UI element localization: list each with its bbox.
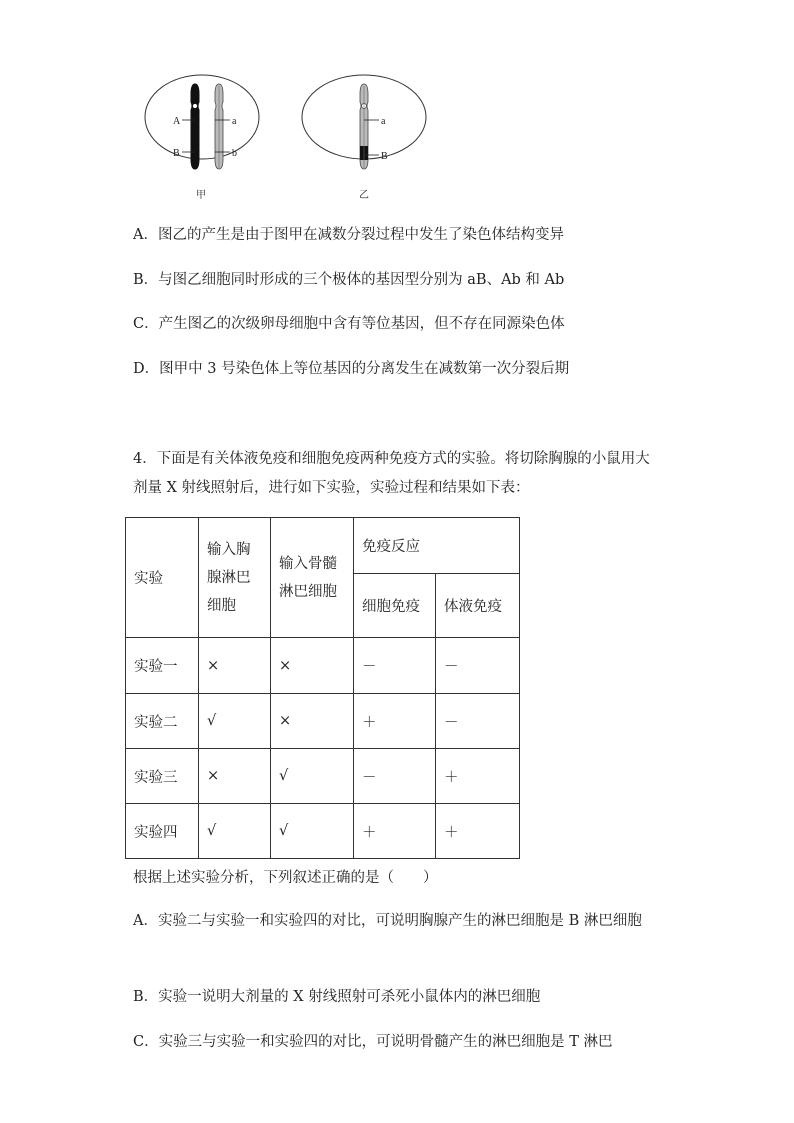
table-row [126, 749, 520, 804]
prev-option-b: B．与图乙细胞同时形成的三个极体的基因型分别为 aB、Ab 和 Ab [133, 272, 565, 288]
header-humoral-immunity: 体液免疫 [436, 574, 520, 638]
header-thymus-lymphocyte [199, 518, 271, 638]
table-cell: ＋ [354, 694, 436, 749]
cell-label-jia: 甲 [196, 190, 206, 201]
chromosome-figure [135, 74, 435, 206]
table-cell: － [436, 638, 520, 694]
table-cell: ＋ [436, 804, 520, 859]
q4-option-c: C．实验三与实验一和实验四的对比，可说明骨髓产生的淋巴细胞是 T 淋巴 [133, 1034, 613, 1050]
table-cell: √ [271, 749, 354, 804]
experiment-table [125, 517, 520, 859]
prev-option-c: C．产生图乙的次级卵母细胞中含有等位基因，但不存在同源染色体 [133, 316, 565, 332]
prev-option-a: A．图乙的产生是由于图甲在减数分裂过程中发生了染色体结构变异 [133, 227, 564, 243]
header-immune-response: 免疫反应 [354, 518, 520, 574]
gene-label-A: A [173, 116, 181, 127]
q4-option-b: B．实验一说明大剂量的 X 射线照射可杀死小鼠体内的淋巴细胞 [133, 989, 541, 1005]
table-row [126, 638, 520, 694]
gene-label-a: a [232, 116, 237, 127]
table-cell: ＋ [354, 804, 436, 859]
table-cell: 实验四 [126, 804, 199, 859]
table-cell: 实验三 [126, 749, 199, 804]
header-marrow-text: 输入骨髓淋巴细胞 [279, 555, 337, 600]
q4-stem: 4．下面是有关体液免疫和细胞免疫两种免疫方式的实验。将切除胸腺的小鼠用大剂量 X 射线照射后，进行如下实验，实验过程和结果如下表： [133, 451, 650, 496]
table-cell: ＋ [436, 749, 520, 804]
table-row [126, 804, 520, 859]
chromosome-black [191, 84, 199, 169]
table-cell: － [436, 694, 520, 749]
q4-option-a: A．实验二与实验一和实验四的对比，可说明胸腺产生的淋巴细胞是 B 淋巴细胞 [133, 913, 642, 929]
table-cell: √ [271, 804, 354, 859]
header-cellular-immunity: 细胞免疫 [354, 574, 436, 638]
table-cell: × [199, 638, 271, 694]
table-cell: － [354, 749, 436, 804]
cell-jia [145, 75, 259, 159]
table-cell: 实验一 [126, 638, 199, 694]
table-cell: √ [199, 694, 271, 749]
gene-label-b: b [232, 148, 237, 159]
header-experiment: 实验 [126, 518, 199, 638]
table-cell: × [271, 638, 354, 694]
table-cell: × [199, 749, 271, 804]
header-marrow-lymphocyte [271, 518, 354, 638]
table-cell: √ [199, 804, 271, 859]
table-cell: 实验二 [126, 694, 199, 749]
gene-label-B: B [173, 148, 180, 159]
table-row [126, 694, 520, 749]
cell-label-yi: 乙 [359, 190, 369, 201]
header-thymus-text: 输入胸腺淋巴细胞 [207, 541, 251, 614]
table-cell: × [271, 694, 354, 749]
table-cell: － [354, 638, 436, 694]
chromosome-diagram [135, 74, 435, 206]
prev-option-d: D．图甲中 3 号染色体上等位基因的分离发生在减数第一次分裂后期 [133, 361, 570, 377]
gene-label-a-yi: a [381, 116, 386, 127]
q4-question: 根据上述实验分析，下列叙述正确的是（ ） [133, 870, 438, 886]
gene-label-B-yi: B [381, 151, 388, 162]
